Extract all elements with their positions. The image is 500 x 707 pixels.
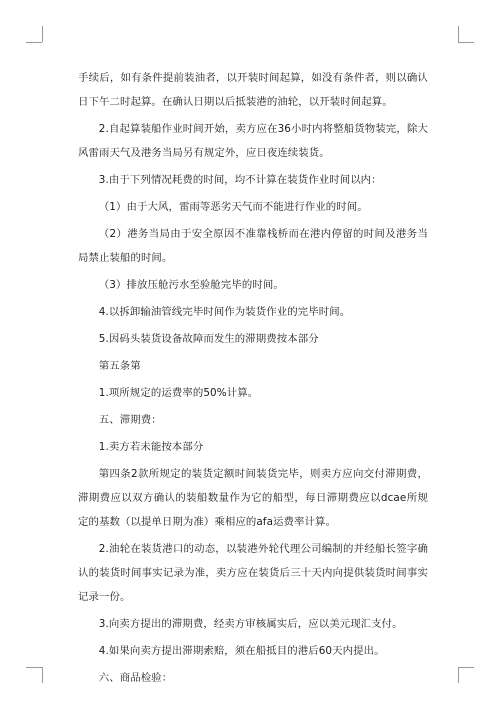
crop-mark-bottom-left-h bbox=[26, 667, 42, 668]
paragraph: 第四条2款所规定的装货定额时间装货完毕，则卖方应向交付滞期费，滞期费应以双方确认的装船数量作为它的船型，每日滞期费应以dcae所规定的基数（以提单日期为准）乘相应的afa运费率计算。 bbox=[78, 468, 428, 528]
paragraph: 1.项所规定的运费率的50%计算。 bbox=[98, 387, 259, 399]
paragraph: 4.以拆卸输油管线完毕时间作为装货作业的完毕时间。 bbox=[98, 306, 351, 318]
paragraph: （1）由于大风，雷雨等恶劣天气而不能进行作业的时间。 bbox=[98, 201, 368, 213]
paragraph: 4.如果向卖方提出滞期索赔，须在船抵目的港后60天内提出。 bbox=[98, 645, 385, 657]
section-heading: 五、滞期费： bbox=[98, 414, 162, 426]
crop-mark-bottom-right-h bbox=[458, 667, 474, 668]
crop-mark-bottom-left-v bbox=[42, 667, 43, 683]
document-body bbox=[78, 66, 428, 693]
paragraph: （3）排放压舱污水至验舱完毕的时间。 bbox=[98, 279, 284, 291]
paragraph: 第五条第 bbox=[98, 360, 141, 372]
crop-mark-top-left-h bbox=[26, 42, 42, 43]
crop-mark-bottom-right-v bbox=[458, 667, 459, 683]
paragraph: 3.由于下列情况耗费的时间，均不计算在装货作业时间以内： bbox=[98, 174, 382, 186]
crop-mark-top-right-v bbox=[458, 26, 459, 42]
paragraph: 5.因码头装货设备故障而发生的滞期费按本部分 bbox=[98, 333, 319, 345]
crop-mark-top-right-h bbox=[458, 42, 474, 43]
paragraph: 手续后，如有条件提前装油者，以开装时间起算，如没有条件者，则以确认日下午二时起算。在确认日期以后抵装港的油轮，以开装时间起算。 bbox=[78, 72, 428, 108]
section-heading: 六、商品检验： bbox=[98, 672, 173, 684]
paragraph: 1.卖方若未能按本部分 bbox=[98, 441, 204, 453]
paragraph: （2）港务当局由于安全原因不准靠栈桥而在港内停留的时间及港务当局禁止装船的时间。 bbox=[78, 228, 428, 264]
paragraph: 3.向卖方提出的滞期费，经卖方审核属实后，应以美元现汇支付。 bbox=[98, 618, 403, 630]
paragraph: 2.自起算装船作业时间开始，卖方应在36小时内将整船货物装完，除大风雷雨天气及港务当局另有规定外，应日夜连续装货。 bbox=[78, 123, 428, 159]
crop-mark-top-left-v bbox=[42, 26, 43, 42]
paragraph: 2.油轮在装货港口的动态，以装港外轮代理公司编制的并经船长签字确认的装货时间事实记录为准，卖方应在装货后三十天内向提供装货时间事实记录一份。 bbox=[78, 543, 428, 603]
